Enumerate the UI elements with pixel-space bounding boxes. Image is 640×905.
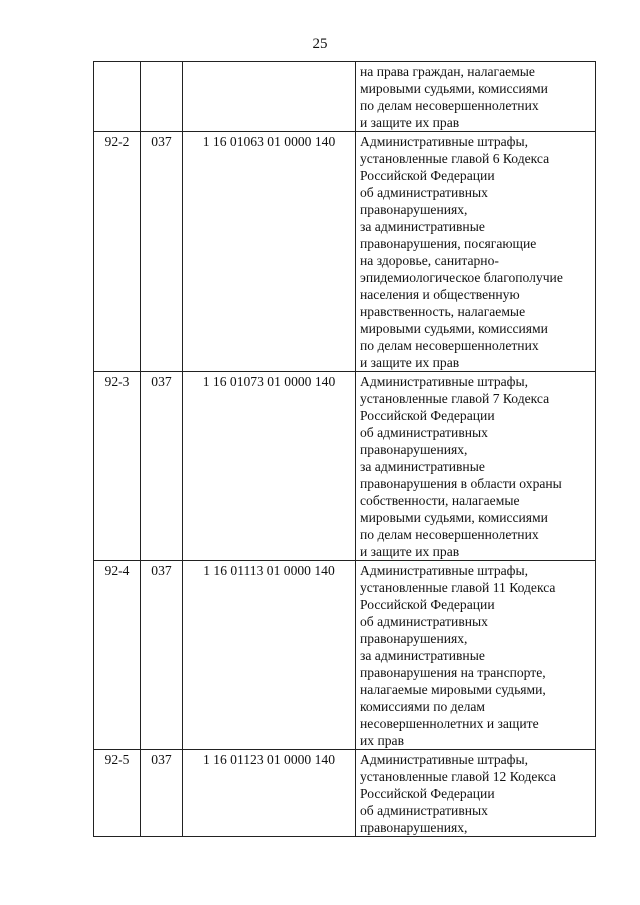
income-description: Административные штрафы, установленные главой 12 Кодекса Российской Федерации об административных правонарушениях,	[356, 750, 596, 837]
budget-classification-code: 1 16 01113 01 0000 140	[183, 561, 356, 750]
admin-code: 037	[141, 372, 183, 561]
budget-classification-code: 1 16 01063 01 0000 140	[183, 132, 356, 372]
income-description: Административные штрафы, установленные главой 7 Кодекса Российской Федерации об административных правонарушениях, за административные правонарушения в области охраны собственности, налагаемые мировыми судьями, комиссиями по делам несовершеннолетних и защите их прав	[356, 372, 596, 561]
table-row	[94, 372, 596, 561]
row-number: 92-2	[94, 132, 141, 372]
admin-code: 037	[141, 561, 183, 750]
table-row	[94, 132, 596, 372]
row-number: 92-5	[94, 750, 141, 837]
admin-code	[141, 62, 183, 132]
budget-classification-code: 1 16 01073 01 0000 140	[183, 372, 356, 561]
income-description: Административные штрафы, установленные главой 11 Кодекса Российской Федерации об административных правонарушениях, за административные правонарушения на транспорте, налагаемые мировыми судьями, комиссиями по делам несовершеннолетних и защите их прав	[356, 561, 596, 750]
row-number	[94, 62, 141, 132]
page-number: 25	[312, 36, 328, 52]
budget-classification-code	[183, 62, 356, 132]
budget-classification-code: 1 16 01123 01 0000 140	[183, 750, 356, 837]
row-number: 92-4	[94, 561, 141, 750]
fines-table	[93, 61, 596, 837]
income-description: Административные штрафы, установленные главой 6 Кодекса Российской Федерации об административных правонарушениях, за административные правонарушения, посягающие на здоровье, санитарно- эпидемиологическое благополучие населения и общественную нравственность, налагаемые мировыми судьями, комиссиями по делам несовершеннолетних и защите их прав	[356, 132, 596, 372]
admin-code: 037	[141, 132, 183, 372]
income-description: на права граждан, налагаемые мировыми судьями, комиссиями по делам несовершеннолетних и защите их прав	[356, 62, 596, 132]
row-number: 92-3	[94, 372, 141, 561]
table-row	[94, 750, 596, 837]
table-row	[94, 561, 596, 750]
table-row	[94, 62, 596, 132]
admin-code: 037	[141, 750, 183, 837]
